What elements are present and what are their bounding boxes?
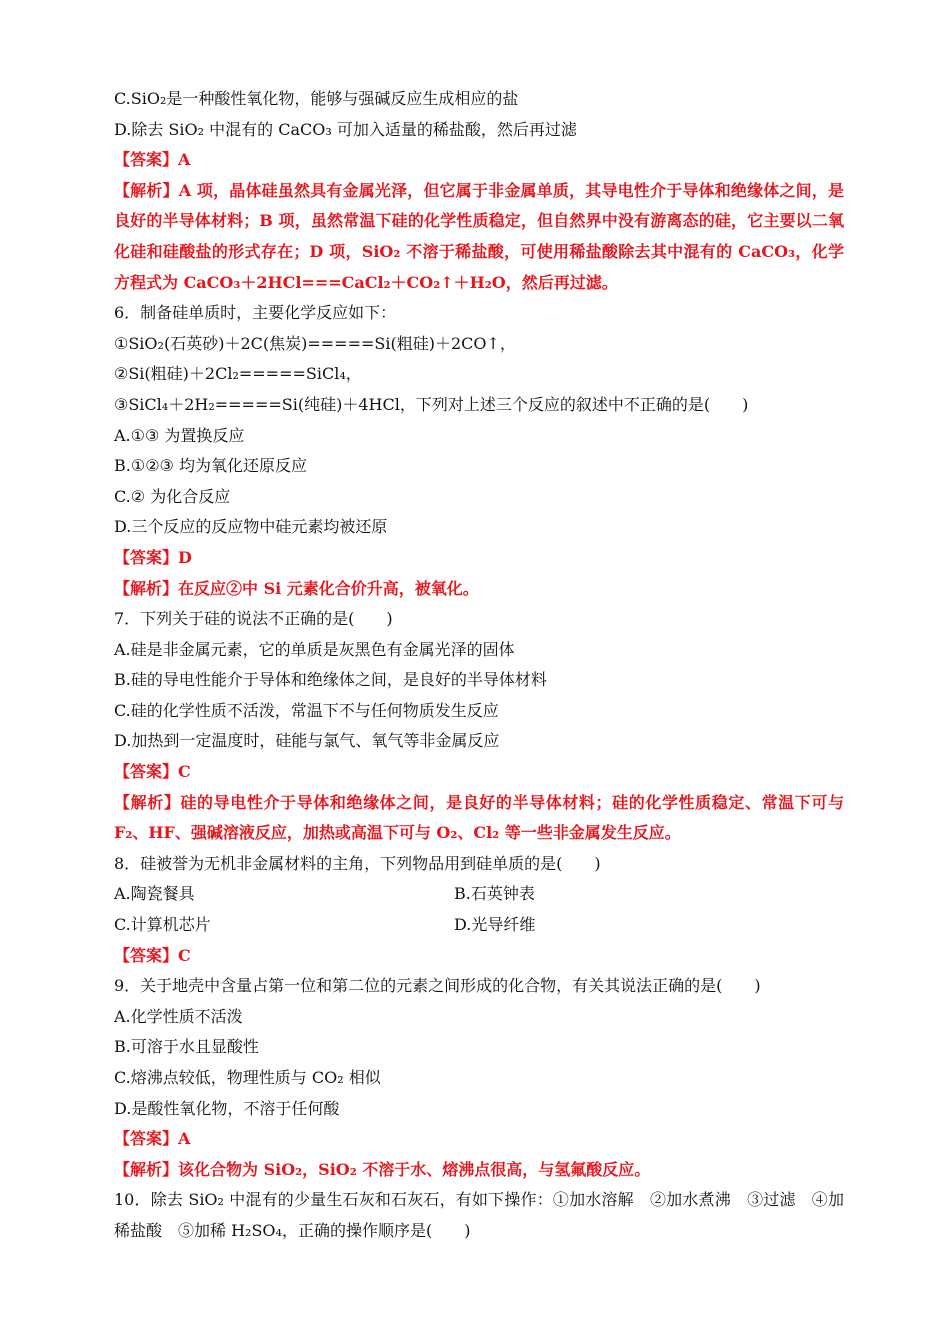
answer-9: 【答案】A <box>114 1129 191 1149</box>
option-6d: D.三个反应的反应物中硅元素均被还原 <box>114 517 388 537</box>
option-8b: B.石英钟表 <box>454 884 535 904</box>
option-7c: C.硅的化学性质不活泼，常温下不与任何物质发生反应 <box>114 700 499 720</box>
option-7b: B.硅的导电性能介于导体和绝缘体之间，是良好的半导体材料 <box>114 670 547 690</box>
option-6c: C.② 为化合反应 <box>114 486 231 506</box>
option-9d: D.是酸性氧化物，不溶于任何酸 <box>114 1098 340 1118</box>
question-6: 6．制备硅单质时，主要化学反应如下： <box>114 303 397 323</box>
reaction-2: ②Si(粗硅)＋2Cl₂=====SiCl₄， <box>114 364 362 384</box>
option-6a: A.①③ 为置换反应 <box>114 425 245 445</box>
option-7a: A.硅是非金属元素，它的单质是灰黑色有金属光泽的固体 <box>114 639 515 659</box>
question-8: 8．硅被誉为无机非金属材料的主角，下列物品用到硅单质的是( ) <box>114 853 601 873</box>
document-page <box>114 84 844 1247</box>
question-7: 7．下列关于硅的说法不正确的是( ) <box>114 609 393 629</box>
explanation-9: 【解析】该化合物为 SiO₂，SiO₂ 不溶于水、熔沸点很高，与氢氟酸反应。 <box>114 1159 651 1179</box>
reaction-1: ①SiO₂(石英砂)＋2C(焦炭)=====Si(粗硅)＋2CO↑， <box>114 333 516 353</box>
explanation-6: 【解析】在反应②中 Si 元素化合价升高，被氧化。 <box>114 578 479 598</box>
option-8d: D.光导纤维 <box>454 915 536 935</box>
option-9b: B.可溶于水且显酸性 <box>114 1037 259 1057</box>
option-7d: D.加热到一定温度时，硅能与氯气、氧气等非金属反应 <box>114 731 500 751</box>
question-9: 9．关于地壳中含量占第一位和第二位的元素之间形成的化合物，有关其说法正确的是( ) <box>114 976 761 996</box>
option-6b: B.①②③ 均为氧化还原反应 <box>114 456 307 476</box>
option-9a: A.化学性质不活泼 <box>114 1006 243 1026</box>
option-8c: C.计算机芯片 <box>114 915 211 935</box>
option-5c: C.SiO₂是一种酸性氧化物，能够与强碱反应生成相应的盐 <box>114 89 519 108</box>
question-10: 10．除去 SiO₂ 中混有的少量生石灰和石灰石，有如下操作：①加水溶解 ②加水煮沸 ③过滤 ④加稀盐酸 ⑤加稀 H₂SO₄，正确的操作顺序是( ) <box>114 1190 844 1240</box>
option-5d: D.除去 SiO₂ 中混有的 CaCO₃ 可加入适量的稀盐酸，然后再过滤 <box>114 119 577 139</box>
options-8-row-2 <box>114 910 844 941</box>
answer-6: 【答案】D <box>114 547 192 567</box>
options-8-row-1 <box>114 879 844 910</box>
answer-8: 【答案】C <box>114 945 191 965</box>
explanation-7: 【解析】硅的导电性介于导体和绝缘体之间，是良好的半导体材料；硅的化学性质稳定、常温下可与 F₂、HF、强碱溶液反应，加热或高温下可与 O₂、Cl₂ 等一些非金属发生反应。 <box>114 792 844 843</box>
option-9c: C.熔沸点较低，物理性质与 CO₂ 相似 <box>114 1068 381 1087</box>
option-8a: A.陶瓷餐具 <box>114 884 195 904</box>
reaction-3: ③SiCl₄＋2H₂=====Si(纯硅)＋4HCl，下列对上述三个反应的叙述中不正确的是( ) <box>114 394 749 414</box>
explanation-5: 【解析】A 项，晶体硅虽然具有金属光泽，但它属于非金属单质，其导电性介于导体和绝缘体之间，是良好的半导体材料；B 项，虽然常温下硅的化学性质稳定，但自然界中没有游离态的硅，它主要以二氧化硅和硅酸盐的形式存在；D 项，SiO₂ 不溶于稀盐酸，可使用稀盐酸除去其中混有的 CaCO₃，化学方程式为 CaCO₃＋2HCl===CaCl₂＋CO₂↑＋H₂O，然后再过滤。 <box>114 180 844 292</box>
answer-7: 【答案】C <box>114 762 191 782</box>
answer-5: 【答案】A <box>114 150 191 170</box>
